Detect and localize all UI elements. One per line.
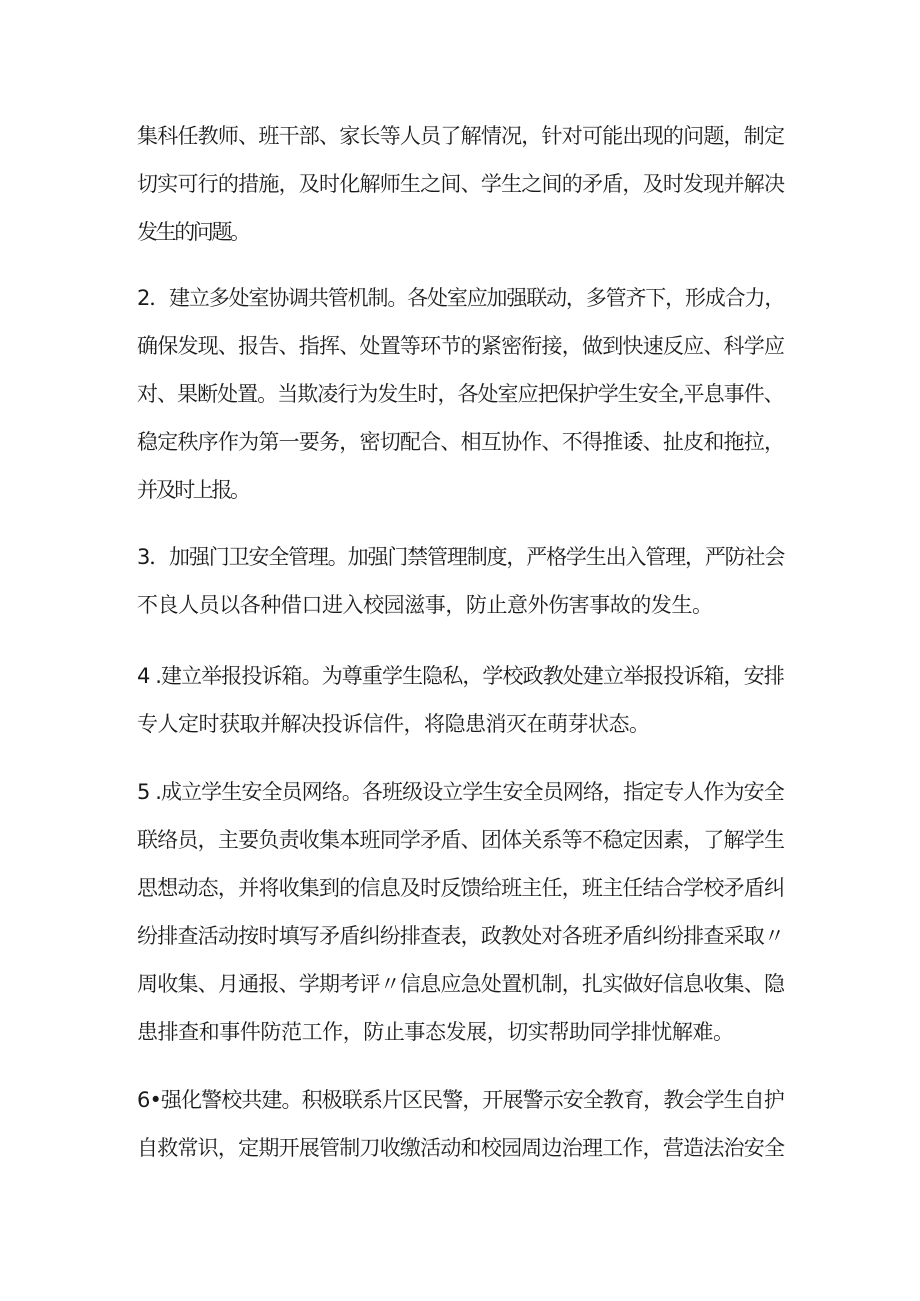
p5-line-2: 联络员，主要负责收集本班同学矛盾、团体关系等不稳定因素，了解学生 <box>137 828 785 852</box>
p3-line-1: 3．加强门卫安全管理。加强门禁管理制度，严格学生出入管理，严防社会 <box>137 545 785 569</box>
p4-line-1: 4 .建立举报投诉箱。为尊重学生隐私，学校政教处建立举报投诉箱，安排 <box>137 664 784 688</box>
p2-line-1: 2．建立多处室协调共管机制。各处室应加强联动，多管齐下，形成合力， <box>137 286 785 310</box>
p6-line-1: 6•强化警校共建。积极联系片区民警，开展警示安全教育，教会学生自护 <box>137 1088 784 1112</box>
p5-line-1: 5 .成立学生安全员网络。各班级设立学生安全员网络，指定专人作为安全 <box>137 780 784 804</box>
p5-line-4: 纷排查活动按时填写矛盾纠纷排查表，政教处对各班矛盾纠纷排查采取〃 <box>137 924 785 948</box>
p2-line-5: 并及时上报。 <box>137 478 249 502</box>
p5-line-6: 患排查和事件防范工作，防止事态发展，切实帮助同学排忧解难。 <box>137 1020 734 1044</box>
p2-line-4: 稳定秩序作为第一要务，密切配合、相互协作、不得推诿、扯皮和拖拉， <box>137 430 785 454</box>
p6-line-2: 自救常识，定期开展管制刀收缴活动和校园周边治理工作，营造法治安全 <box>137 1136 785 1160</box>
p1-line-3: 发生的问题。 <box>137 220 249 244</box>
p1-line-1: 集科任教师、班干部、家长等人员了解情况，针对可能出现的问题，制定 <box>137 124 785 148</box>
p3-line-2: 不良人员以各种借口进入校园滋事，防止意外伤害事故的发生。 <box>137 593 713 617</box>
p1-line-2: 切实可行的措施，及时化解师生之间、学生之间的矛盾，及时发现并解决 <box>137 172 785 196</box>
p2-line-2: 确保发现、报告、指挥、处置等环节的紧密衔接，做到快速反应、科学应 <box>137 334 785 358</box>
p5-line-5: 周收集、月通报、学期考评〃信息应急处置机制，扎实做好信息收集、隐 <box>137 972 785 996</box>
p2-line-3: 对、果断处置。当欺凌行为发生时，各处室应把保护学生安全,平息事件、 <box>137 382 784 406</box>
p4-line-2: 专人定时获取并解决投诉信件，将隐患消灭在萌芽状态。 <box>137 712 650 736</box>
p5-line-3: 思想动态，并将收集到的信息及时反馈给班主任，班主任结合学校矛盾纠 <box>137 876 785 900</box>
